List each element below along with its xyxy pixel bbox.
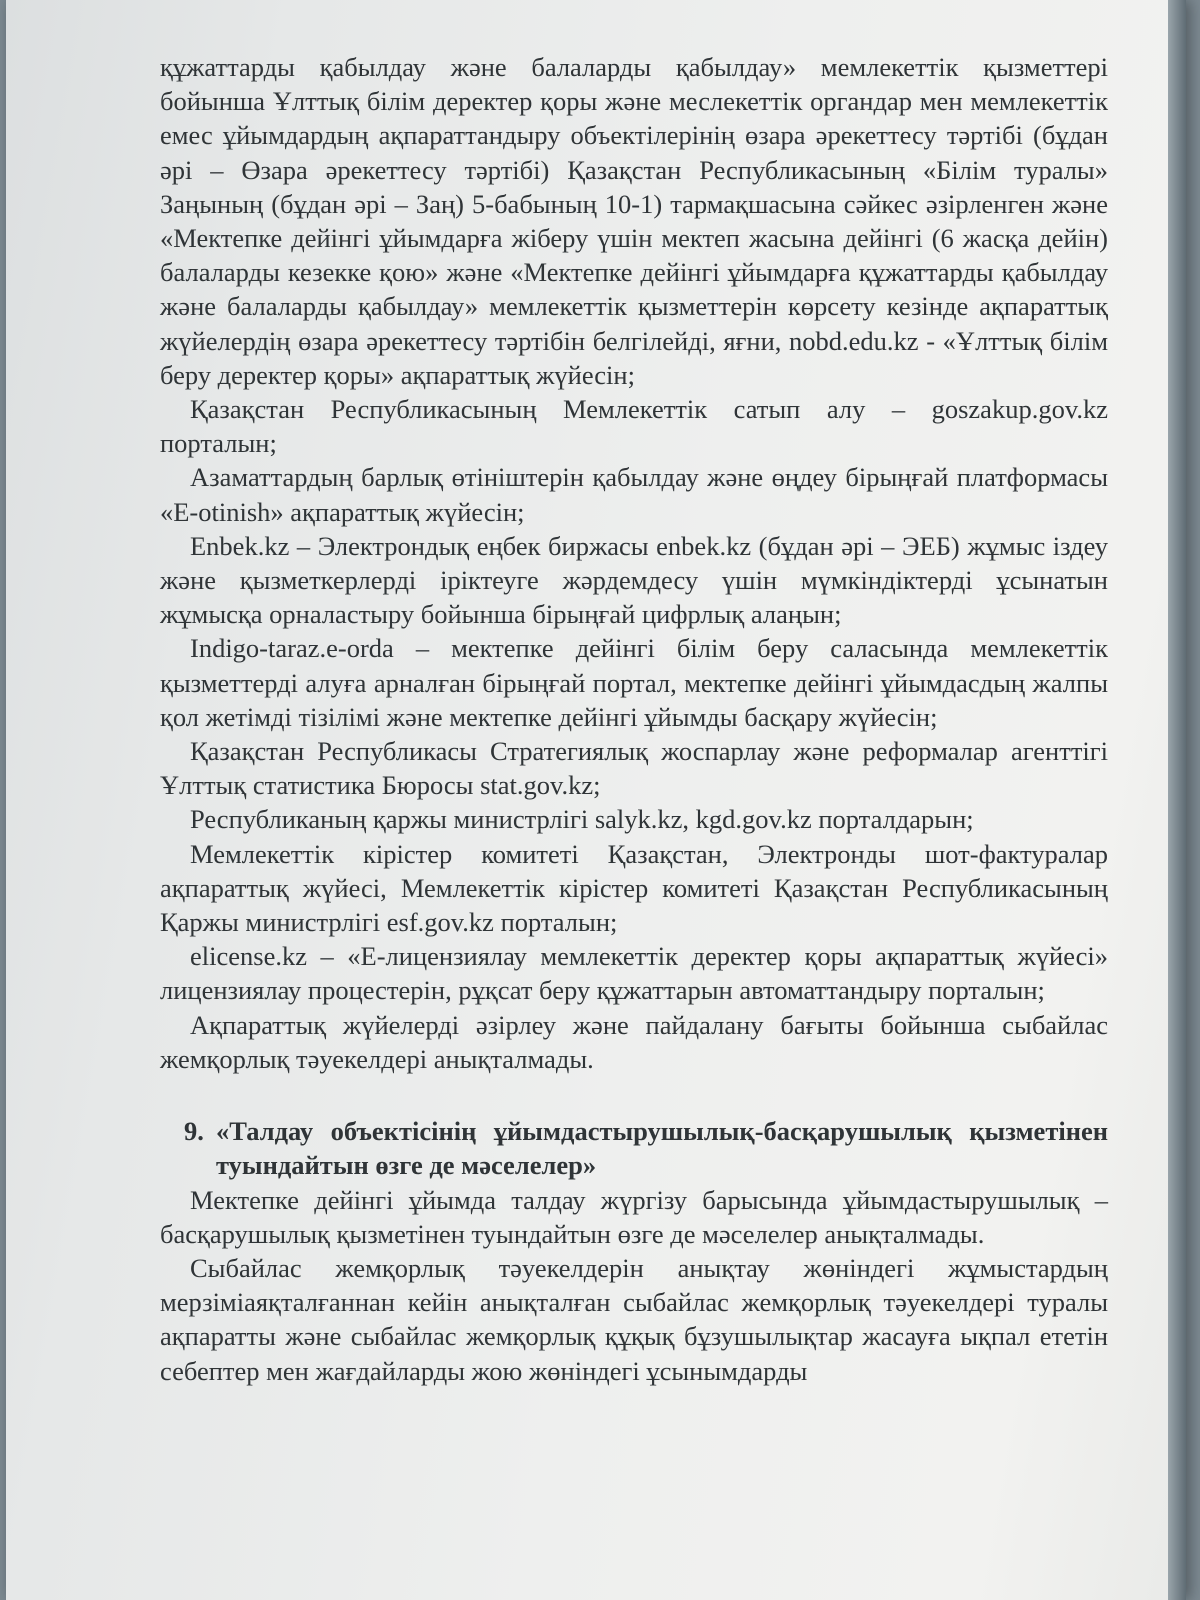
paragraph-enbek: Enbek.kz – Электрондық еңбек биржасы enbek.kz (бұдан әрі – ЭЕБ) жұмыс іздеу және қызметкерлерді іріктеуге жәрдемдесу үшін мүмкіндіктерді ұсынатын жұмысқа орналастыру бойынша бірыңғай цифрлық алаңын; (160, 530, 1108, 630)
paragraph-conclusion: Ақпараттық жүйелерді әзірлеу және пайдалану бағыты бойынша сыбайлас жемқорлық тәуекелдері анықталмады. (160, 1009, 1108, 1074)
document-body (160, 50, 1108, 1388)
document-page (6, 0, 1186, 1600)
paragraph-elicense: elicense.kz – «Е-лицензиялау мемлекеттік деректер қоры ақпараттық жүйесі» лицензиялау процестерін, рұқсат беру құжаттарын автоматтандыру порталын; (160, 941, 1108, 1006)
paragraph-section-2: Сыбайлас жемқорлық тәуекелдерін анықтау жөніндегі жұмыстардың мерзіміаяқталғаннан кейін анықталған сыбайлас жемқорлық тәуекелдері туралы ақпаратты және сыбайлас жемқорлық құқық бұзушылықтар жасауға ықпал ететін себептер мен жағдайларды жою жөніндегі ұсынымдарды (160, 1252, 1108, 1386)
paragraph-salyk: Республиканың қаржы министрлігі salyk.kz, kgd.gov.kz порталдарын; (190, 804, 974, 835)
section-number: 9. (184, 1116, 204, 1147)
paragraph-goszakup: Қазақстан Республикасының Мемлекеттік сатып алу – goszakup.gov.kz порталын; (160, 394, 1108, 459)
paragraph-esf: Мемлекеттік кірістер комитеті Қазақстан, Электронды шот-фактуралар ақпараттық жүйесі, Мемлекеттік кірістер комитеті Қазақстан Республикасының Қаржы министрлігі esf.gov.kz порталын; (160, 838, 1108, 938)
paragraph-e-otinish: Азаматтардың барлық өтініштерін қабылдау және өңдеу бірыңғай платформасы «E-otinish» ақпараттық жүйесін; (160, 462, 1108, 527)
page-edge-shadow (1168, 0, 1186, 1600)
section-heading (160, 1114, 1108, 1182)
section-title: «Талдау объектісінің ұйымдастырушылық-басқарушылық қызметінен туындайтын өзге де мәселелер» (216, 1116, 1108, 1181)
paragraph-indigo: Indigo-taraz.e-orda – мектепке дейінгі білім беру саласында мемлекеттік қызметтерді алуға арналған бірыңғай портал, мектепке дейінгі ұйымдасдың жалпы қол жетімді тізілімі және мектепке дейінгі ұйымды басқару жүйесін; (160, 633, 1108, 732)
paragraph-stat: Қазақстан Республикасы Стратегиялық жоспарлау және реформалар агенттігі Ұлттық статистика Бюросы stat.gov.kz; (160, 736, 1108, 801)
paragraph-section-1: Мектепке дейінгі ұйымда талдау жүргізу барысында ұйымдастырушылық – басқарушылық қызметінен туындайтын өзге де мәселелер анықталмады. (160, 1184, 1108, 1249)
paragraph-continuation: құжаттарды қабылдау және балаларды қабылдау» мемлекеттік қызметтері бойынша Ұлттық білім деректер қоры және меслекеттік органдар мен мемлекеттік емес ұйымдардың ақпараттандыру объектілерінің өзара әрекеттесу тәртібі (бұдан әрі – Өзара әрекеттесу тәртібі) Қазақстан Республикасының «Білім туралы» Заңының (бұдан әрі – Заң) 5-бабының 10-1) тармақшасына сәйкес әзірленген және «Мектепке дейінгі ұйымдарға жіберу үшін мектеп жасына дейінгі (6 жасқа дейін) балаларды кезекке қою» және «Мектепке дейінгі ұйымдарға құжаттарды қабылдау және балаларды қабылдау» мемлекеттік қызметтерін көрсету кезінде ақпараттық жүйелердің өзара әрекеттесу тәртібін белгілейді, яғни, nobd.edu.kz - «Ұлттық білім беру деректер қоры» ақпараттық жүйесін; (160, 52, 1108, 390)
